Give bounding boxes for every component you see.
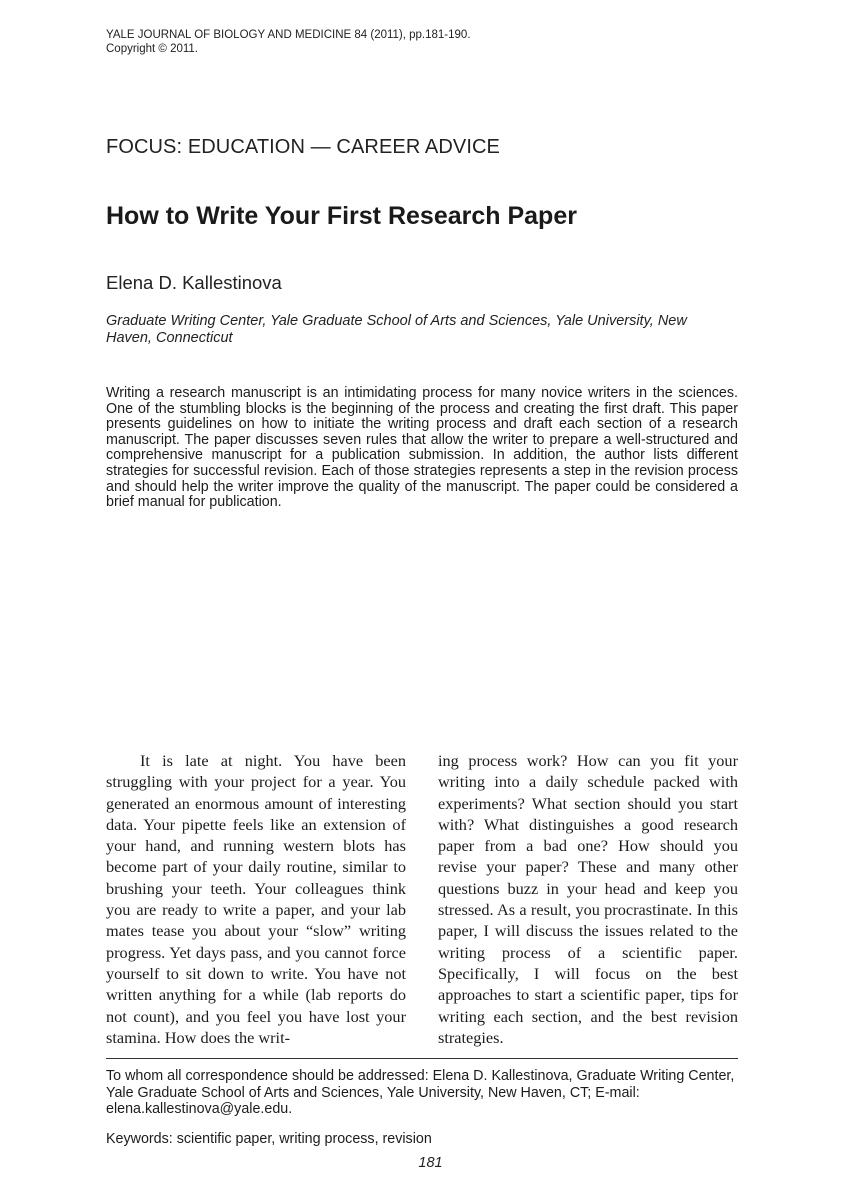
author-affiliation: Graduate Writing Center, Yale Graduate School of Arts and Sciences, Yale University, New Haven, Connecticut [106, 313, 687, 346]
section-label: FOCUS: EDUCATION — CAREER ADVICE [106, 136, 500, 158]
author-name: Elena D. Kallestinova [106, 272, 282, 293]
page-number: 181 [418, 1155, 443, 1171]
journal-header [106, 28, 471, 56]
copyright-notice: Copyright © 2011. [106, 43, 199, 55]
body-column-right: ing process work? How can you fit your writing into a daily schedule packed with experiments? What section should you start with? What distinguishes a good research paper from a bad one? How should you revise your paper? These and many other questions buzz in your head and keep you stressed. As a result, you procrastinate. In this paper, I will discuss the issues related to the writing process of a scientific paper. Specifically, I will focus on the best approaches to start a scientific paper, tips for writing each section, and the best revision strategies. [438, 751, 738, 1047]
abstract: Writing a research manuscript is an intimidating process for many novice writers in the sciences. One of the stumbling blocks is the beginning of the process and creating the first draft. This paper presents guidelines on how to initiate the writing process and draft each section of a research manuscript. The paper discusses seven rules that allow the writer to prepare a well-structured and comprehensive manuscript for a publication submission. In addition, the author lists different strategies for successful revision. Each of those strategies represents a step in the revision process and should help the writer improve the quality of the manuscript. The paper could be considered a brief manual for publication. [106, 385, 738, 511]
paper-title: How to Write Your First Research Paper [106, 202, 577, 230]
keywords: Keywords: scientific paper, writing process, revision [106, 1131, 432, 1147]
correspondence-note: To whom all correspondence should be addressed: Elena D. Kallestinova, Graduate Writing Center, Yale Graduate School of Arts and Sciences, Yale University, New Haven, CT; E-mail: elena.kallestinova@yale.edu. [106, 1068, 735, 1117]
journal-citation: YALE JOURNAL OF BIOLOGY AND MEDICINE 84 (2011), pp.181-190. [106, 29, 471, 41]
body-column-left: It is late at night. You have been struggling with your project for a year. You generated an enormous amount of interesting data. Your pipette feels like an extension of your hand, and running western blots has become part of your daily routine, similar to brushing your teeth. Your colleagues think you are ready to write a paper, and your lab mates tease you about your “slow” writing progress. Yet days pass, and you cannot force yourself to sit down to write. You have not written anything for a while (lab reports do not count), and you feel you have lost your stamina. How does the writ- [106, 751, 406, 1047]
footnote-divider [106, 1058, 738, 1059]
